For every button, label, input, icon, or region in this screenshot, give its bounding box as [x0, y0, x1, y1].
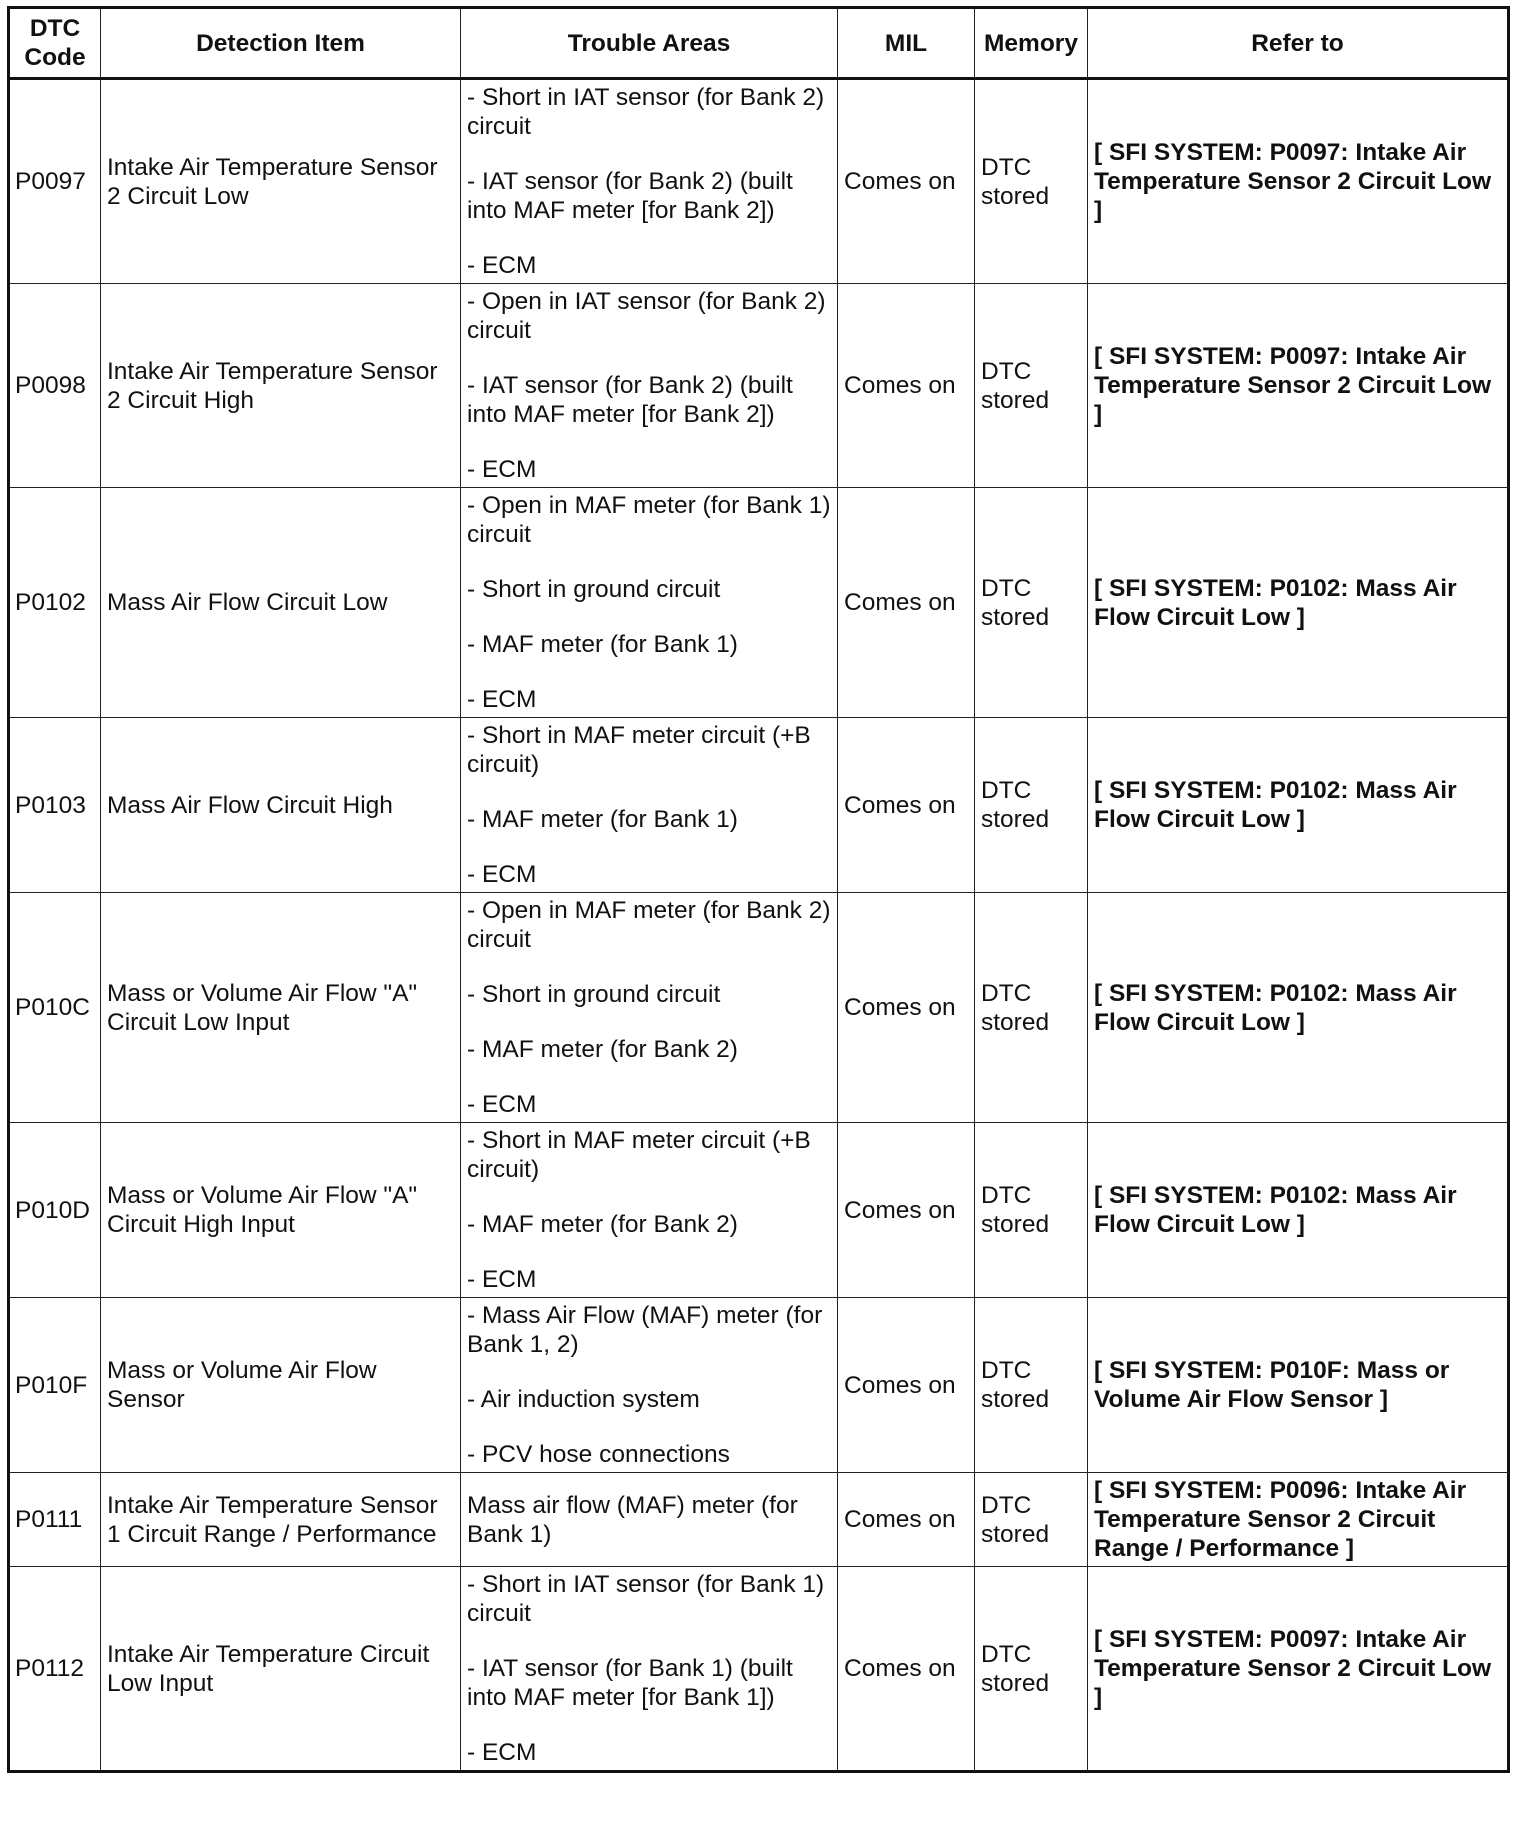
dtc-code-cell: P0112: [9, 1567, 101, 1772]
trouble-area-item: - ECM: [467, 861, 537, 888]
trouble-area-item: - IAT sensor (for Bank 1) (built into MAF meter [for Bank 1]): [467, 1655, 793, 1711]
header-trouble-areas: Trouble Areas: [461, 8, 838, 79]
memory-cell: DTC stored: [975, 1298, 1088, 1473]
mil-cell: Comes on: [838, 1123, 975, 1298]
dtc-table: [7, 6, 1510, 1773]
trouble-area-item: - ECM: [467, 1739, 537, 1766]
memory-cell: DTC stored: [975, 1567, 1088, 1772]
trouble-area-item: - ECM: [467, 686, 537, 713]
memory-cell: DTC stored: [975, 1123, 1088, 1298]
trouble-area-item: - MAF meter (for Bank 2): [467, 1036, 738, 1063]
trouble-area-item: - Short in MAF meter circuit (+B circuit): [467, 722, 811, 778]
refer-to-cell: [ SFI SYSTEM: P0102: Mass Air Flow Circuit Low ]: [1088, 718, 1509, 893]
trouble-area-item: - ECM: [467, 456, 537, 483]
trouble-area-item: - ECM: [467, 1266, 537, 1293]
table-row: [9, 718, 1509, 893]
trouble-area-item: - MAF meter (for Bank 2): [467, 1211, 738, 1238]
trouble-area-item: - Short in IAT sensor (for Bank 2) circuit: [467, 84, 825, 140]
table-row: [9, 79, 1509, 284]
dtc-code-cell: P0097: [9, 79, 101, 284]
refer-to-cell: [ SFI SYSTEM: P0102: Mass Air Flow Circuit Low ]: [1088, 488, 1509, 718]
mil-cell: Comes on: [838, 718, 975, 893]
refer-to-cell: [ SFI SYSTEM: P010F: Mass or Volume Air Flow Sensor ]: [1088, 1298, 1509, 1473]
trouble-area-item: - Open in MAF meter (for Bank 1) circuit: [467, 492, 831, 548]
trouble-area-item: - ECM: [467, 1091, 537, 1118]
trouble-areas-cell: [461, 488, 838, 718]
dtc-code-cell: P010D: [9, 1123, 101, 1298]
memory-cell: DTC stored: [975, 1473, 1088, 1567]
memory-cell: DTC stored: [975, 718, 1088, 893]
mil-cell: Comes on: [838, 1567, 975, 1772]
trouble-area-item: Mass air flow (MAF) meter (for Bank 1): [467, 1491, 798, 1548]
mil-cell: Comes on: [838, 79, 975, 284]
detection-item-cell: Intake Air Temperature Sensor 1 Circuit Range / Performance: [101, 1473, 461, 1567]
memory-cell: DTC stored: [975, 79, 1088, 284]
refer-to-cell: [ SFI SYSTEM: P0097: Intake Air Temperature Sensor 2 Circuit Low ]: [1088, 1567, 1509, 1772]
trouble-area-item: - MAF meter (for Bank 1): [467, 806, 738, 833]
detection-item-cell: Mass or Volume Air Flow Sensor: [101, 1298, 461, 1473]
trouble-area-item: - IAT sensor (for Bank 2) (built into MAF meter [for Bank 2]): [467, 168, 793, 224]
trouble-areas-cell: [461, 284, 838, 488]
trouble-areas-cell: [461, 1298, 838, 1473]
memory-cell: DTC stored: [975, 893, 1088, 1123]
header-refer-to: Refer to: [1088, 8, 1509, 79]
mil-cell: Comes on: [838, 893, 975, 1123]
refer-to-cell: [ SFI SYSTEM: P0102: Mass Air Flow Circuit Low ]: [1088, 893, 1509, 1123]
dtc-code-cell: P0103: [9, 718, 101, 893]
trouble-area-item: - IAT sensor (for Bank 2) (built into MAF meter [for Bank 2]): [467, 372, 793, 428]
trouble-areas-cell: [461, 1567, 838, 1772]
trouble-area-item: - MAF meter (for Bank 1): [467, 631, 738, 658]
trouble-areas-cell: [461, 79, 838, 284]
detection-item-cell: Mass or Volume Air Flow "A" Circuit Low Input: [101, 893, 461, 1123]
table-row: [9, 1473, 1509, 1567]
detection-item-cell: Mass or Volume Air Flow "A" Circuit High Input: [101, 1123, 461, 1298]
mil-cell: Comes on: [838, 488, 975, 718]
table-row: [9, 1298, 1509, 1473]
trouble-areas-cell: [461, 718, 838, 893]
trouble-areas-cell: [461, 1123, 838, 1298]
refer-to-cell: [ SFI SYSTEM: P0096: Intake Air Temperature Sensor 2 Circuit Range / Performance ]: [1088, 1473, 1509, 1567]
mil-cell: Comes on: [838, 1298, 975, 1473]
table-row: [9, 1123, 1509, 1298]
table-row: [9, 488, 1509, 718]
detection-item-cell: Mass Air Flow Circuit Low: [101, 488, 461, 718]
header-mil: MIL: [838, 8, 975, 79]
trouble-area-item: - Mass Air Flow (MAF) meter (for Bank 1, 2): [467, 1302, 823, 1358]
dtc-code-cell: P0111: [9, 1473, 101, 1567]
trouble-area-item: - PCV hose connections: [467, 1441, 730, 1468]
detection-item-cell: Intake Air Temperature Circuit Low Input: [101, 1567, 461, 1772]
header-memory: Memory: [975, 8, 1088, 79]
trouble-areas-cell: [461, 893, 838, 1123]
table-row: [9, 284, 1509, 488]
dtc-code-cell: P010F: [9, 1298, 101, 1473]
dtc-code-cell: P0102: [9, 488, 101, 718]
trouble-area-item: - Short in MAF meter circuit (+B circuit): [467, 1127, 811, 1183]
trouble-area-item: - Short in ground circuit: [467, 981, 721, 1008]
dtc-code-cell: P010C: [9, 893, 101, 1123]
detection-item-cell: Intake Air Temperature Sensor 2 Circuit High: [101, 284, 461, 488]
trouble-area-item: - Open in IAT sensor (for Bank 2) circuit: [467, 288, 826, 344]
trouble-area-item: - Air induction system: [467, 1386, 700, 1413]
table-body: [9, 79, 1509, 1772]
trouble-area-item: - Short in ground circuit: [467, 576, 721, 603]
trouble-area-item: - ECM: [467, 252, 537, 279]
dtc-code-cell: P0098: [9, 284, 101, 488]
mil-cell: Comes on: [838, 284, 975, 488]
trouble-areas-cell: [461, 1473, 838, 1567]
table-row: [9, 1567, 1509, 1772]
memory-cell: DTC stored: [975, 488, 1088, 718]
refer-to-cell: [ SFI SYSTEM: P0097: Intake Air Temperature Sensor 2 Circuit Low ]: [1088, 79, 1509, 284]
header-detection-item: Detection Item: [101, 8, 461, 79]
detection-item-cell: Mass Air Flow Circuit High: [101, 718, 461, 893]
table-row: [9, 893, 1509, 1123]
trouble-area-item: - Short in IAT sensor (for Bank 1) circuit: [467, 1571, 825, 1627]
memory-cell: DTC stored: [975, 284, 1088, 488]
header-dtc-code: DTC Code: [9, 8, 101, 79]
header-row: [9, 8, 1509, 79]
detection-item-cell: Intake Air Temperature Sensor 2 Circuit Low: [101, 79, 461, 284]
refer-to-cell: [ SFI SYSTEM: P0097: Intake Air Temperature Sensor 2 Circuit Low ]: [1088, 284, 1509, 488]
trouble-area-item: - Open in MAF meter (for Bank 2) circuit: [467, 897, 831, 953]
refer-to-cell: [ SFI SYSTEM: P0102: Mass Air Flow Circuit Low ]: [1088, 1123, 1509, 1298]
mil-cell: Comes on: [838, 1473, 975, 1567]
